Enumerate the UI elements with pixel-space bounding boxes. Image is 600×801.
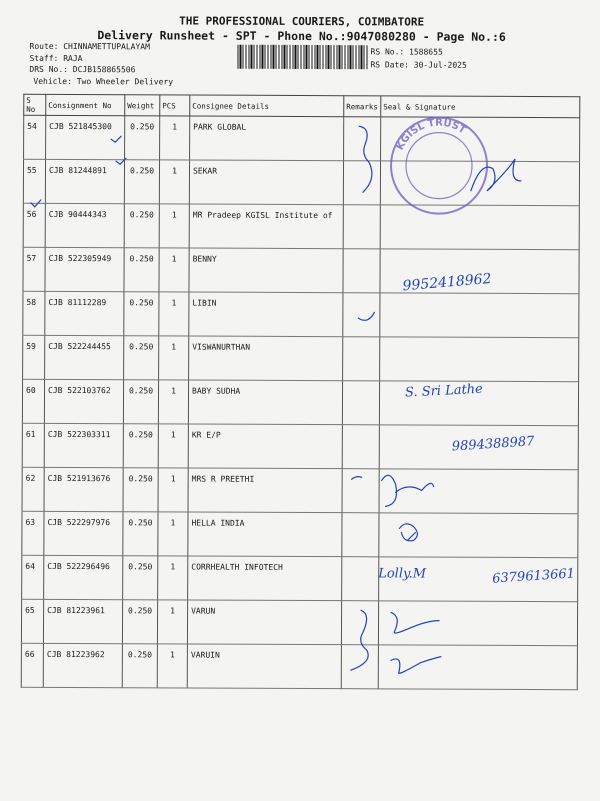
table-row [23,159,579,205]
sno-cell: 54 [24,115,46,159]
consignment-cell: CJB 81244891 [45,159,124,203]
consignment-cell: CJB 81223962 [43,643,122,687]
consignment-cell: CJB 522303311 [44,423,123,467]
rs-number: RS No.: 1588655 [370,47,443,57]
table-row [22,467,578,513]
sno-cell: 57 [23,247,45,291]
route-label: Route: CHINNAMETTUPALAYAM [29,41,150,52]
signature-cell [379,513,578,558]
sno-cell: 62 [22,467,44,511]
weight-cell: 0.250 [122,600,157,644]
staff-label: Staff: RAJA [29,53,83,63]
signature-cell [380,293,579,338]
remarks-cell [343,205,380,249]
handwritten-name-60: S. Sri Lathe [404,381,484,401]
barcode [237,45,367,70]
pcs-cell: 1 [159,292,189,336]
consignment-cell: CJB 81223961 [43,599,122,643]
runsheet-subtitle: Delivery Runsheet - SPT - Phone No.:9047080280 - Page No.:6 [97,28,506,44]
signature-cell [380,337,579,382]
consignee-cell: VISWANURTHAN [189,336,343,381]
pcs-cell: 1 [159,248,189,292]
sno-cell: 64 [22,555,44,599]
weight-cell: 0.250 [123,380,158,424]
weight-cell: 0.250 [122,644,157,688]
weight-cell: 0.250 [124,204,159,248]
rs-info [370,46,466,71]
sno-cell: 60 [22,379,44,423]
table-row [21,643,577,689]
handwritten-name-64: Lolly.M [378,566,427,582]
remarks-cell [343,337,380,381]
consignee-cell: MRS R PREETHI [188,468,342,513]
weight-cell: 0.250 [125,116,160,160]
consignee-cell: VARUIN [187,644,341,689]
consignee-cell: LIBIN [189,292,343,337]
table-row [22,379,578,425]
handwritten-phone-61: 9894388987 [451,434,535,455]
table-row [23,291,579,337]
sno-cell: 61 [22,423,44,467]
consignee-cell: BABY SUDHA [188,380,342,425]
handwritten-phone-64: 6379613661 [491,566,576,587]
consignee-cell: SEKAR [189,160,343,205]
signature-cell [378,601,577,646]
pcs-cell: 1 [157,644,187,688]
col-seal: Seal & Signature [381,96,580,118]
pcs-cell: 1 [158,556,188,600]
consignee-cell: VARUN [187,600,341,645]
rs-date: RS Date: 30-Jul-2025 [370,59,467,70]
remarks-cell [343,161,380,205]
col-consignee: Consignee Details [190,95,344,117]
sno-cell: 58 [23,291,45,335]
consignee-cell: BENNY [189,248,343,293]
pcs-cell: 1 [158,424,188,468]
consignee-cell: CORRHEALTH INFOTECH [188,556,342,601]
sno-cell: 56 [23,203,45,247]
delivery-table [21,94,581,690]
consignee-cell: PARK GLOBAL [190,116,344,161]
consignment-cell: CJB 522296496 [44,555,123,599]
consignee-cell: HELLA INDIA [188,512,342,557]
signature-cell [380,205,579,250]
remarks-cell [341,645,378,689]
table-row [23,247,579,293]
consignment-cell: CJB 522297976 [44,511,123,555]
consignment-cell: CJB 521913676 [44,467,123,511]
route-info [29,41,173,88]
weight-cell: 0.250 [124,248,159,292]
remarks-cell [342,425,379,469]
table-row [21,599,577,645]
remarks-cell [341,601,378,645]
consignment-cell: CJB 522103762 [44,379,123,423]
signature-cell [381,117,580,162]
table-row [22,511,578,557]
pcs-cell: 1 [160,116,190,160]
drs-label: DRS No.: DCJB158865506 [29,65,136,75]
weight-cell: 0.250 [123,556,158,600]
pcs-cell: 1 [158,512,188,556]
pcs-cell: 1 [159,336,189,380]
table-row [24,115,580,161]
remarks-cell [342,513,379,557]
pcs-cell: 1 [159,204,189,248]
vehicle-label: Vehicle: Two Wheeler Delivery [33,76,174,87]
table-header [24,94,580,117]
handwritten-phone-58: 9952418962 [402,270,493,295]
signature-cell [378,645,577,690]
table-row [23,335,579,381]
consignment-cell: CJB 90444343 [45,203,124,247]
col-sno: S No [24,94,46,115]
sno-cell: 55 [23,159,45,203]
signature-cell [379,469,578,514]
weight-cell: 0.250 [123,512,158,556]
pcs-cell: 1 [158,380,188,424]
table-row [23,203,579,249]
weight-cell: 0.250 [123,468,158,512]
company-title: THE PROFESSIONAL COURIERS, COIMBATORE [179,14,425,29]
remarks-cell [342,557,379,601]
col-weight: Weight [125,95,160,116]
col-consignment: Consignment No [46,94,125,115]
remarks-cell [342,381,379,425]
consignment-cell: CJB 81112289 [45,291,124,335]
consignment-cell: CJB 522244455 [45,335,124,379]
sno-cell: 63 [22,511,44,555]
consignee-cell: MR Pradeep KGISL Institute of [189,204,343,249]
sno-cell: 66 [21,643,43,687]
remarks-cell [344,117,381,161]
weight-cell: 0.250 [124,292,159,336]
pcs-cell: 1 [159,160,189,204]
remarks-cell [342,469,379,513]
weight-cell: 0.250 [124,160,159,204]
sno-cell: 65 [21,599,43,643]
sno-cell: 59 [23,335,45,379]
weight-cell: 0.250 [123,424,158,468]
signature-cell [380,161,579,206]
consignment-cell: CJB 522305949 [45,247,124,291]
remarks-cell [343,293,380,337]
remarks-cell [343,249,380,293]
pcs-cell: 1 [158,468,188,512]
col-remarks: Remarks [344,96,381,117]
consignee-cell: KR E/P [188,424,342,469]
weight-cell: 0.250 [124,336,159,380]
col-pcs: PCS [160,95,190,116]
consignment-cell: CJB 521845300 [46,115,125,159]
pcs-cell: 1 [157,600,187,644]
stamp-text: KGISL TRUST [394,117,468,153]
